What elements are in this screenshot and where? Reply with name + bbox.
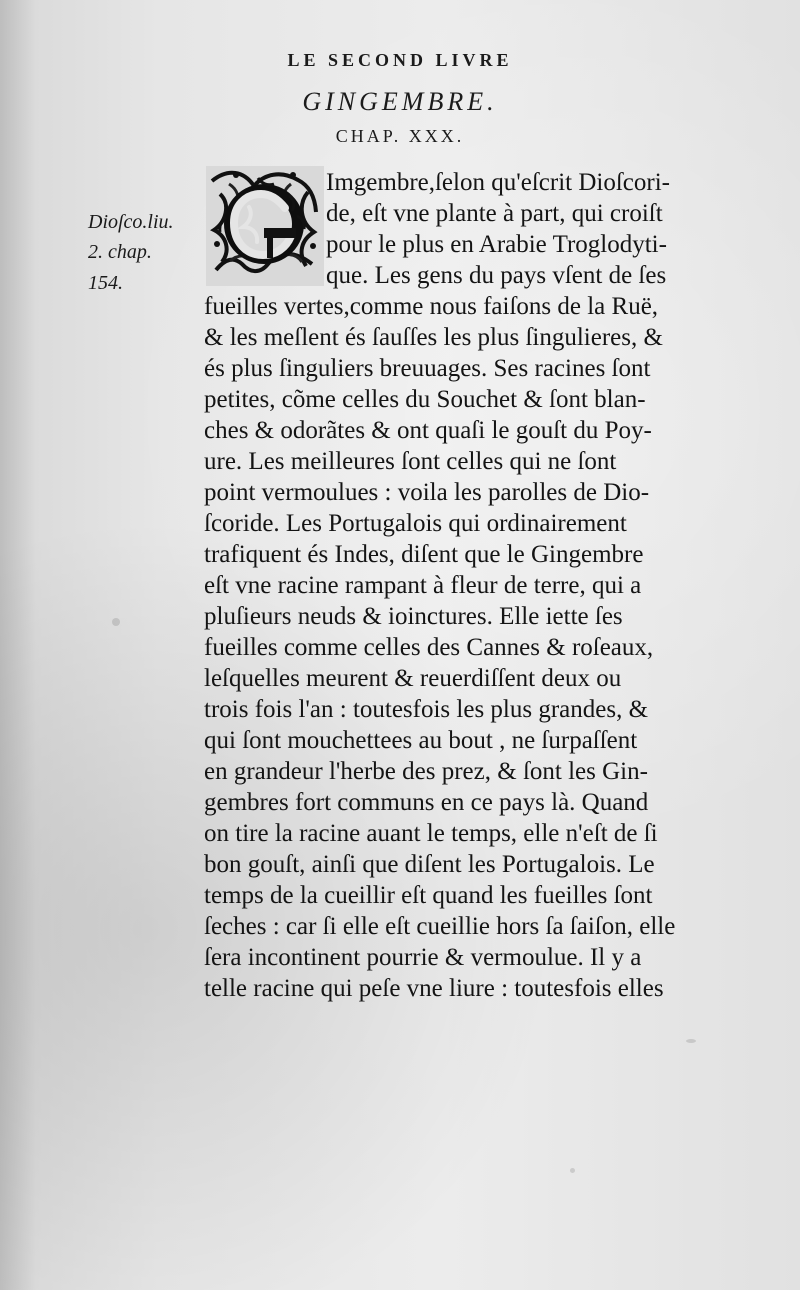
text-line-04: que. Les gens du pays vſent de ſes	[326, 262, 667, 289]
text-line-16: fueilles comme celles des Cannes & roſeaux,	[204, 634, 654, 661]
text-line-11: point vermoulues : voila les parolles de Dio-	[204, 479, 650, 506]
text-line-07: és plus ſinguliers breuuages. Ses racines ſont	[204, 355, 651, 382]
text-line-15: pluſieurs neuds & ioinctures. Elle iette ſes	[204, 603, 623, 630]
text-line-17: leſquelles meurent & reuerdiſſent deux ou	[204, 665, 622, 692]
text-line-27: telle racine qui peſe vne liure : toutesfois elles	[204, 975, 664, 1002]
text-line-01: Imgembre,ſelon qu'eſcrit Dioſcori-	[326, 169, 670, 196]
text-line-09: ches & odorãtes & ont quaſi le gouſt du Poy-	[204, 417, 652, 444]
text-line-03: pour le plus en Arabie Troglodyti-	[326, 231, 667, 258]
paper-speck	[570, 1168, 575, 1173]
text-line-08: petites, cõme celles du Souchet & ſont blan-	[204, 386, 646, 413]
text-line-05: fueilles vertes,comme nous faiſons de la Ruë,	[204, 293, 659, 320]
chapter-title: GINGEMBRE.	[302, 87, 498, 116]
text-line-19: qui ſont mouchettees au bout , ne ſurpaſſent	[204, 727, 638, 754]
text-line-21: gembres fort communs en ce pays là. Quand	[204, 789, 649, 816]
chapter-number: CHAP. XXX.	[335, 126, 465, 146]
paper-speck	[686, 1039, 696, 1043]
text-line-13: trafiquent és Indes, diſent que le Gingembre	[204, 541, 644, 568]
text-line-06: & les meſlent és ſauſſes les plus ſingulieres, &	[204, 324, 663, 351]
text-line-24: temps de la cueillir eſt quand les fueilles ſont	[204, 882, 653, 909]
text-line-23: bon gouſt, ainſi que diſent les Portugalois. Le	[204, 851, 655, 878]
text-line-18: trois fois l'an : toutesfois les plus grandes, &	[204, 696, 649, 723]
page-fold-shadow	[0, 0, 36, 1290]
running-head: LE SECOND LIVRE	[287, 50, 513, 70]
text-line-02: de, eſt vne plante à part, qui croiſt	[326, 200, 663, 227]
text-line-12: ſcoride. Les Portugalois qui ordinairement	[204, 510, 627, 537]
margin-note-line-1: Dioſco.liu.	[88, 211, 174, 233]
text-line-20: en grandeur l'herbe des prez, & ſont les Gin-	[204, 758, 648, 785]
margin-note-line-3: 154.	[88, 272, 123, 294]
text-line-26: ſera incontinent pourrie & vermoulue. Il y a	[204, 944, 642, 971]
ornamental-initial	[206, 166, 324, 286]
ornamental-initial-icon	[206, 166, 324, 286]
text-line-22: on tire la racine auant le temps, elle n'eſt de ſi	[204, 820, 658, 847]
paper-speck	[112, 618, 120, 626]
text-line-25: ſeches : car ſi elle eſt cueillie hors ſa ſaiſon, elle	[204, 913, 676, 940]
text-line-14: eſt vne racine rampant à fleur de terre, qui a	[204, 572, 642, 599]
margin-note-line-2: 2. chap.	[88, 241, 152, 263]
text-line-10: ure. Les meilleures ſont celles qui ne ſont	[204, 448, 617, 475]
